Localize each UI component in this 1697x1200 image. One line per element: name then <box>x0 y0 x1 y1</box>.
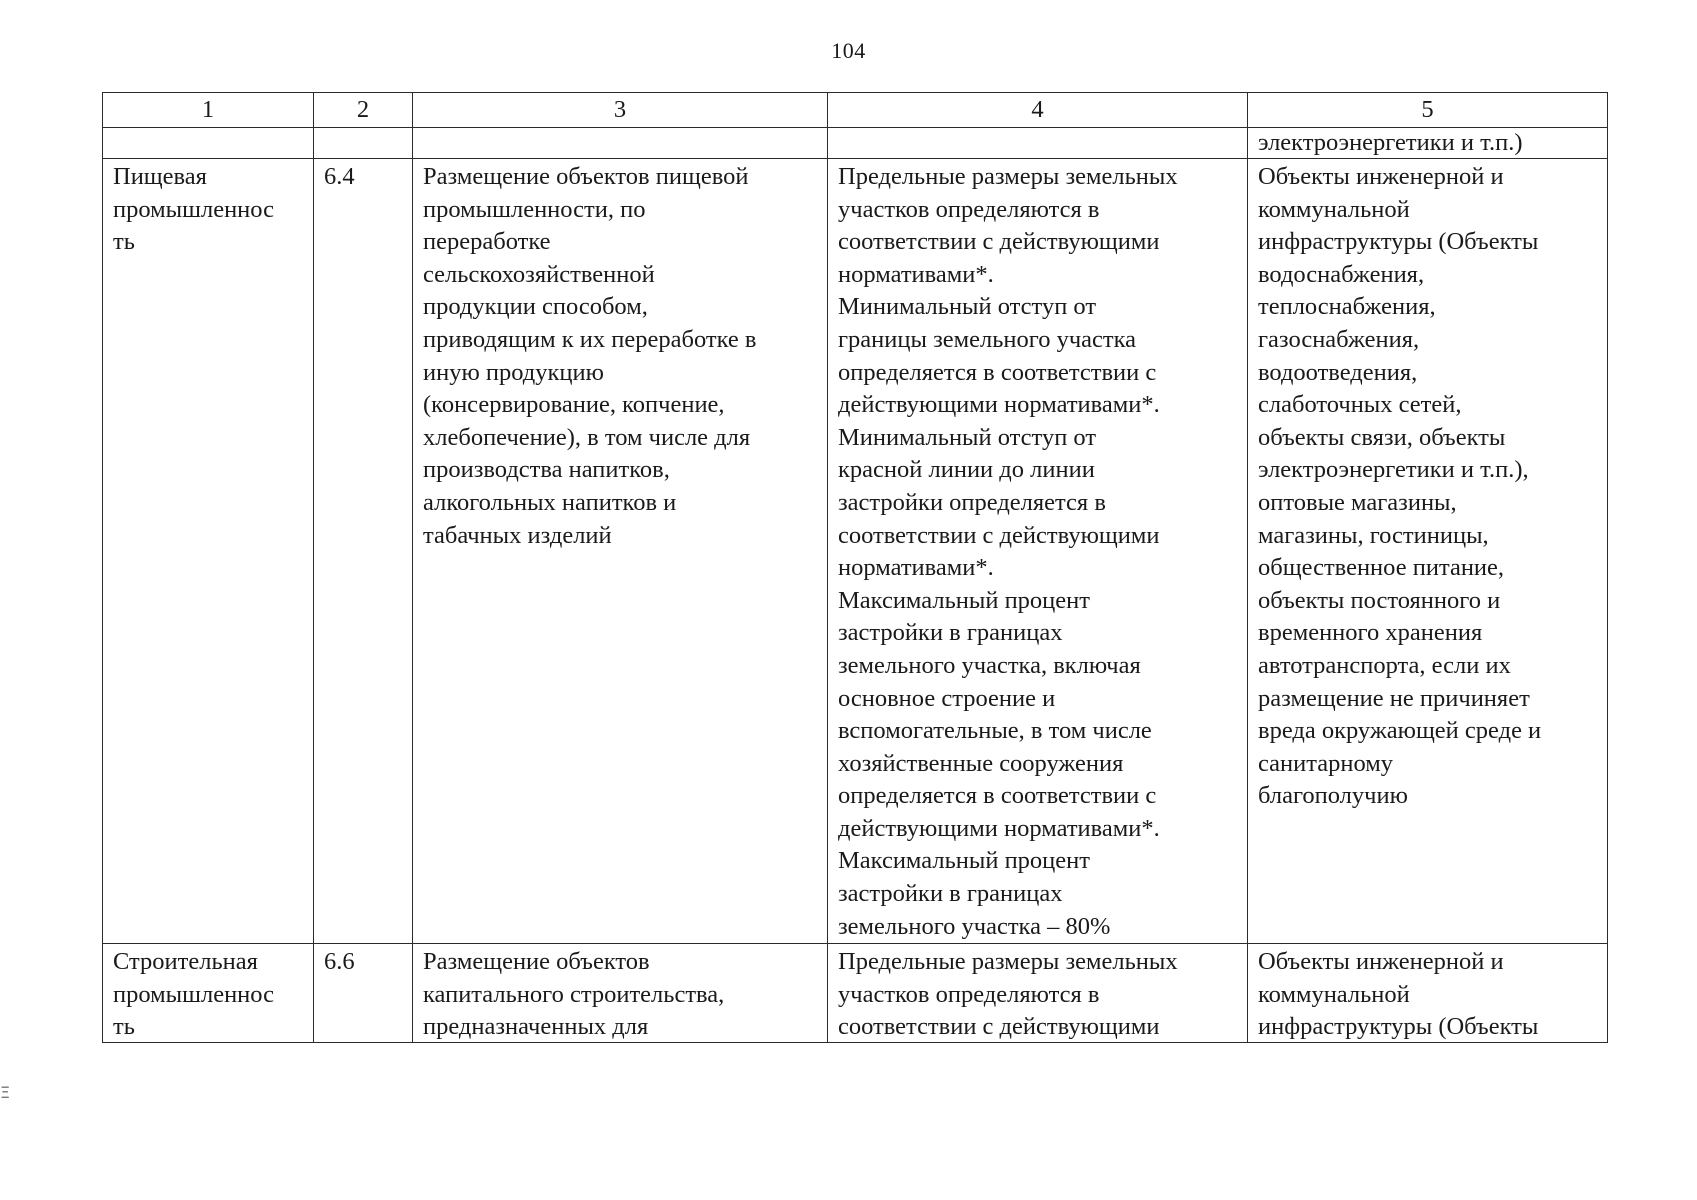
continuation-cell-5: электроэнергетики и т.п.) <box>1248 128 1608 159</box>
row-name-cell <box>103 944 314 1043</box>
row-name-cell <box>103 159 314 944</box>
continuation-cell-1 <box>103 128 314 159</box>
row-parameters-cell <box>828 944 1248 1043</box>
row-auxiliary: Объекты инженерной и коммунальной инфраструктуры (Объекты <box>1258 948 1539 1041</box>
row-auxiliary-cell <box>1248 944 1608 1043</box>
row-description: Размещение объектов капитального строительства, предназначенных для <box>423 948 725 1041</box>
margin-mark: Ξ <box>0 1083 11 1102</box>
page-number: 104 <box>831 38 866 63</box>
row-description-cell <box>413 944 828 1043</box>
zoning-table <box>102 92 1608 1043</box>
continuation-cell-2 <box>314 128 413 159</box>
row-description-cell <box>413 159 828 944</box>
continuation-cell-4 <box>828 128 1248 159</box>
table-header-row <box>103 93 1608 128</box>
continuation-row <box>103 128 1608 159</box>
table-row <box>103 944 1608 1043</box>
row-code: 6.6 <box>324 948 355 976</box>
row-description: Размещение объектов пищевой промышленности, по переработке сельскохозяйственной продукции способом, приводящим к их переработке в иную продукцию (консервирование, копчение, хлебопечение), в том числе для производства напитков, алкогольных напитков и табачных изделий <box>423 163 757 549</box>
column-header-1: 1 <box>103 93 314 128</box>
row-auxiliary: Объекты инженерной и коммунальной инфраструктуры (Объекты водоснабжения, теплоснабжения, газоснабжения, водоотведения, слаботочных сетей, объекты связи, объекты электроэнергетики и т.п.), оптовые магазины, магазины, гостиницы, общественное питание, объекты постоянного и временного хранения автотранспорта, если их размещение не причиняет вреда окружающей среде и санитарному благополучию <box>1258 163 1542 810</box>
row-name: Строительная промышленнос ть <box>113 948 275 1041</box>
row-auxiliary-cell <box>1248 159 1608 944</box>
table-row <box>103 159 1608 944</box>
column-header-5: 5 <box>1248 93 1608 128</box>
row-code: 6.4 <box>324 163 355 190</box>
row-parameters: Предельные размеры земельных участков определяются в соответствии с действующими нормативами*. Минимальный отступ от границы земельного участка определяется в соответствии с действующими нормативами*. Минимальный отступ от красной линии до линии застройки определяется в соответствии с действующими нормативами*. Максимальный процент застройки в границах земельного участка, включая основное строение и вспомогательные, в том числе хозяйственные сооружения определяется в соответствии с действующими нормативами*. Максимальный процент застройки в границах земельного участка – 80% <box>838 163 1178 940</box>
row-code-cell <box>314 944 413 1043</box>
column-header-2: 2 <box>314 93 413 128</box>
column-header-3: 3 <box>413 93 828 128</box>
row-name: Пищевая промышленнос ть <box>113 163 275 256</box>
column-header-4: 4 <box>828 93 1248 128</box>
continuation-cell-3 <box>413 128 828 159</box>
row-parameters: Предельные размеры земельных участков определяются в соответствии с действующими <box>838 948 1178 1041</box>
row-parameters-cell <box>828 159 1248 944</box>
row-code-cell <box>314 159 413 944</box>
